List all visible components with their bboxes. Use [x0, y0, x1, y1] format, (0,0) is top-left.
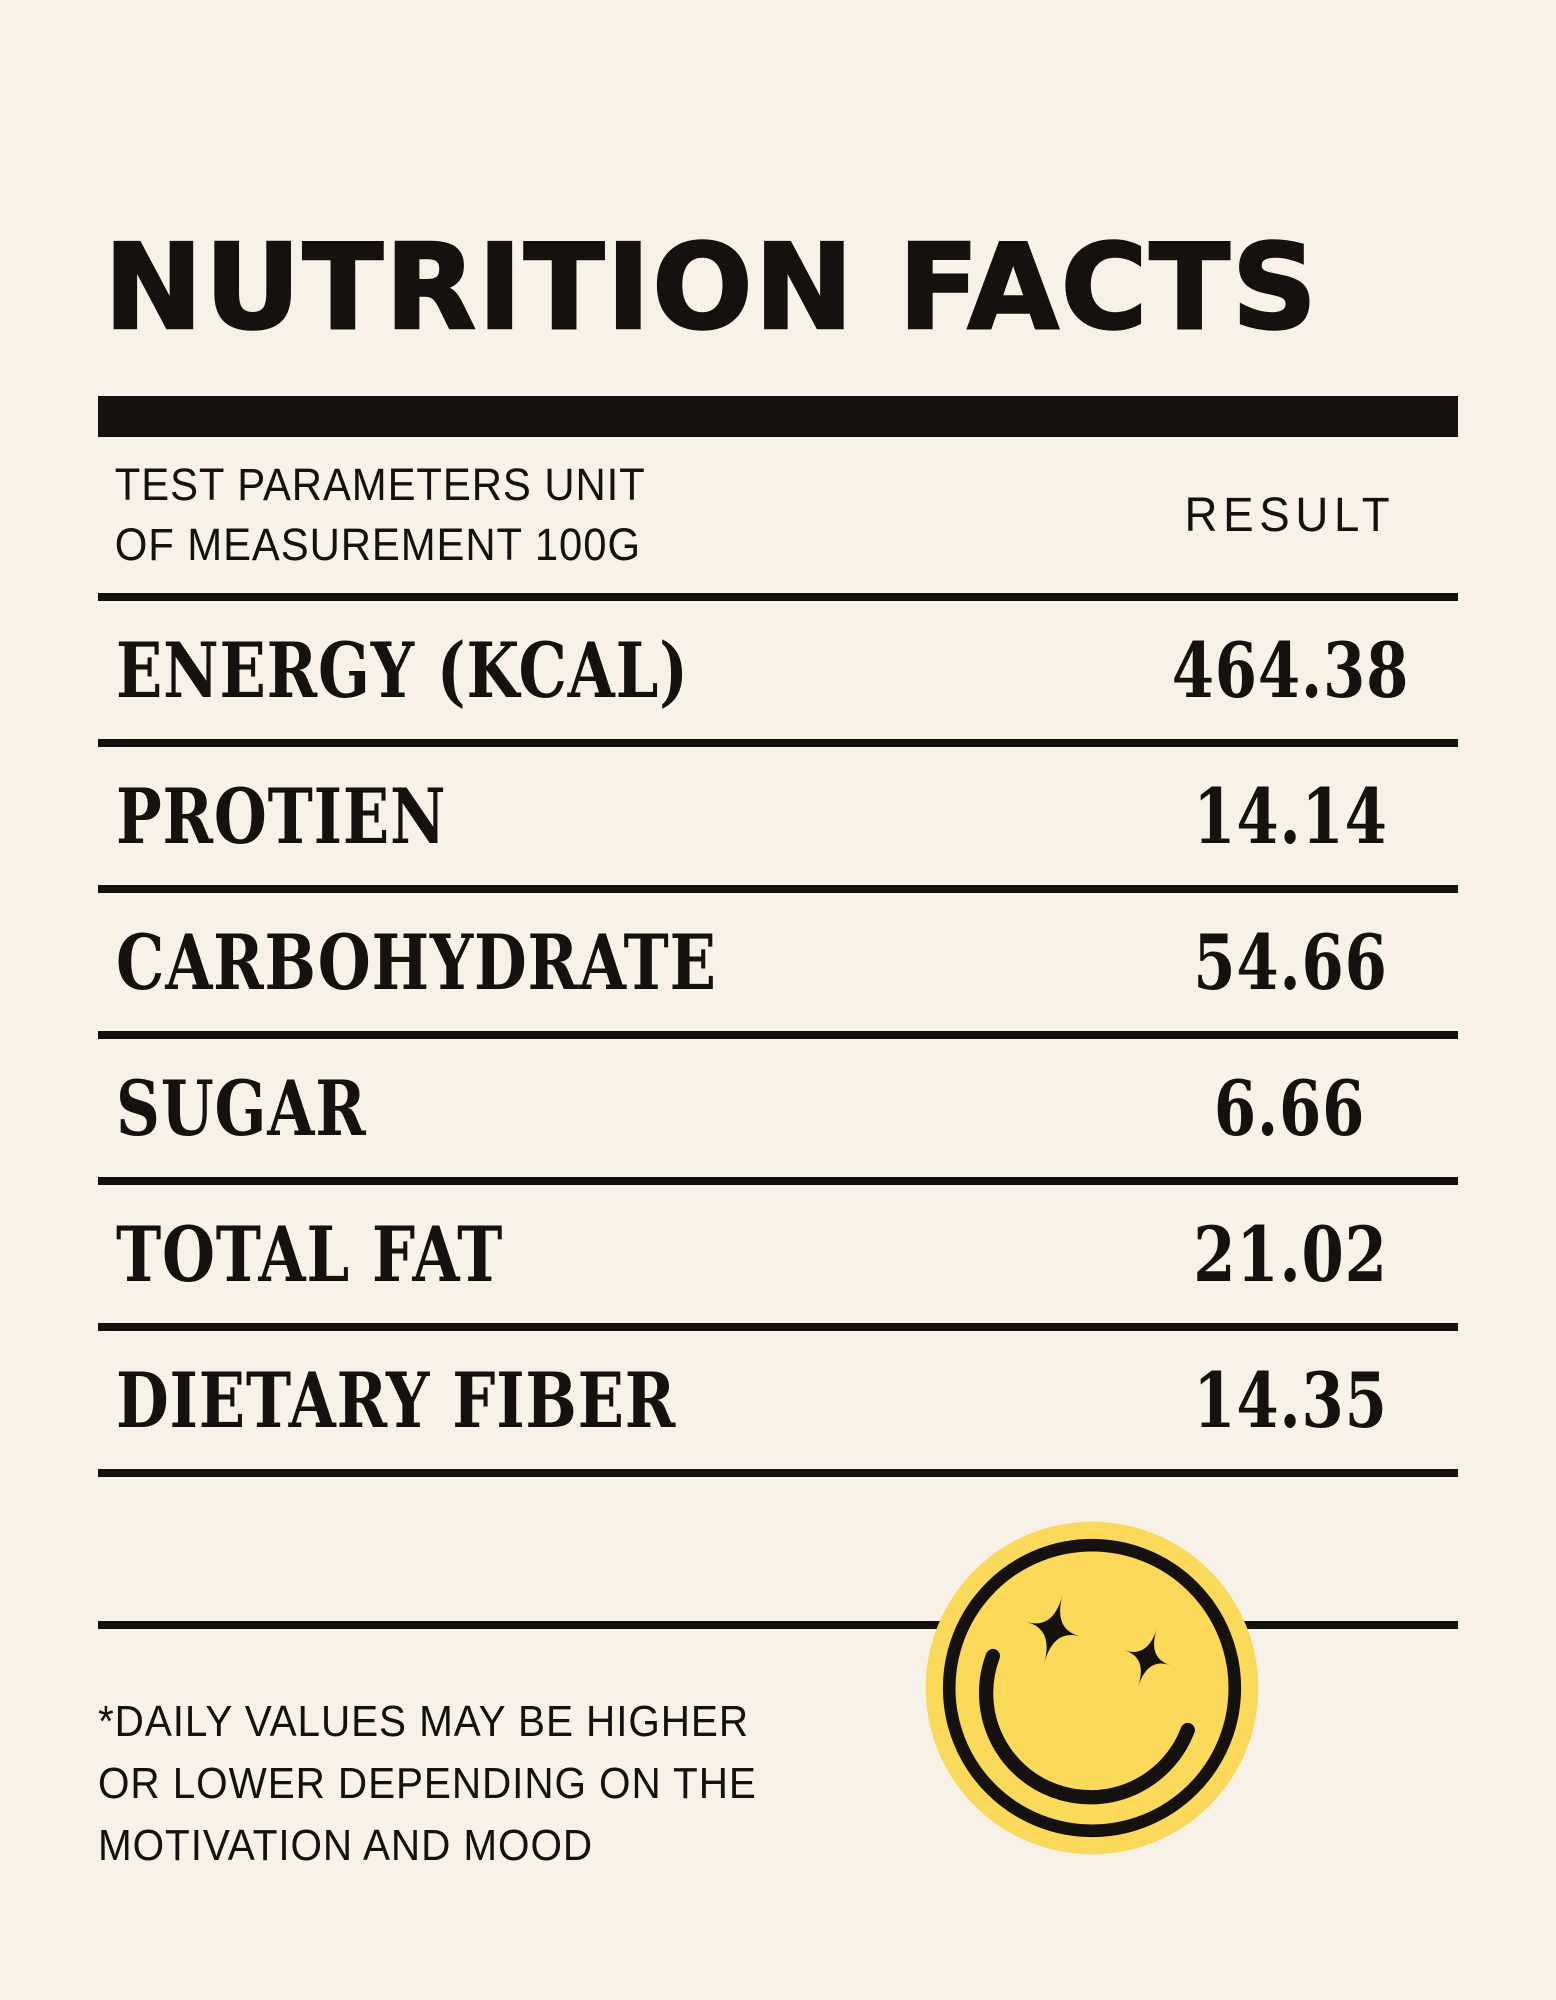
- nutrition-table: [98, 601, 1458, 1477]
- row-value: 14.35: [1192, 1355, 1388, 1445]
- footnote-line3: MOTIVATION AND MOOD: [98, 1821, 594, 1870]
- result-column-header: [1122, 488, 1458, 543]
- table-row: [98, 747, 1458, 893]
- label-content: [0, 218, 1556, 1877]
- table-row: [98, 601, 1458, 747]
- table-row: [98, 1039, 1458, 1185]
- row-label: PROTIEN: [116, 771, 447, 861]
- parameters-header-line2: OF MEASUREMENT 100G: [114, 519, 641, 570]
- row-label-cell: [98, 626, 1122, 715]
- row-value: 14.14: [1192, 771, 1388, 861]
- row-value-cell: [1122, 1356, 1458, 1445]
- table-row: [98, 1185, 1458, 1331]
- row-label: SUGAR: [116, 1063, 367, 1153]
- row-value-cell: [1122, 626, 1458, 715]
- footnote-line2: OR LOWER DEPENDING ON THE: [98, 1759, 757, 1808]
- row-value-cell: [1122, 1210, 1458, 1299]
- row-value: 6.66: [1214, 1063, 1366, 1153]
- row-value-cell: [1122, 772, 1458, 861]
- result-header-label: RESULT: [1184, 488, 1396, 542]
- table-row: [98, 1331, 1458, 1477]
- page-title: NUTRITION FACTS: [104, 218, 1319, 356]
- row-label: DIETARY FIBER: [116, 1355, 677, 1445]
- parameters-column-header: [98, 455, 646, 575]
- row-label: TOTAL FAT: [116, 1209, 504, 1299]
- row-label: ENERGY (KCAL): [116, 625, 689, 715]
- row-label: CARBOHYDRATE: [116, 917, 717, 1007]
- footnote-line1: *DAILY VALUES MAY BE HIGHER: [98, 1697, 750, 1746]
- row-label-cell: [98, 1356, 1122, 1445]
- row-label-cell: [98, 1064, 1122, 1153]
- row-value: 464.38: [1171, 625, 1409, 715]
- table-header-row: [98, 437, 1458, 601]
- parameters-header-line1: TEST PARAMETERS UNIT: [114, 459, 646, 510]
- row-label-cell: [98, 772, 1122, 861]
- row-value-cell: [1122, 1064, 1458, 1153]
- row-value: 21.02: [1192, 1209, 1388, 1299]
- row-value: 54.66: [1192, 917, 1388, 1007]
- sparkle-eyes-smiley-icon: [924, 1520, 1260, 1856]
- row-value-cell: [1122, 918, 1458, 1007]
- table-row: [98, 893, 1458, 1039]
- row-label-cell: [98, 1210, 1122, 1299]
- title-divider-bar: [98, 396, 1458, 437]
- row-label-cell: [98, 918, 1122, 1007]
